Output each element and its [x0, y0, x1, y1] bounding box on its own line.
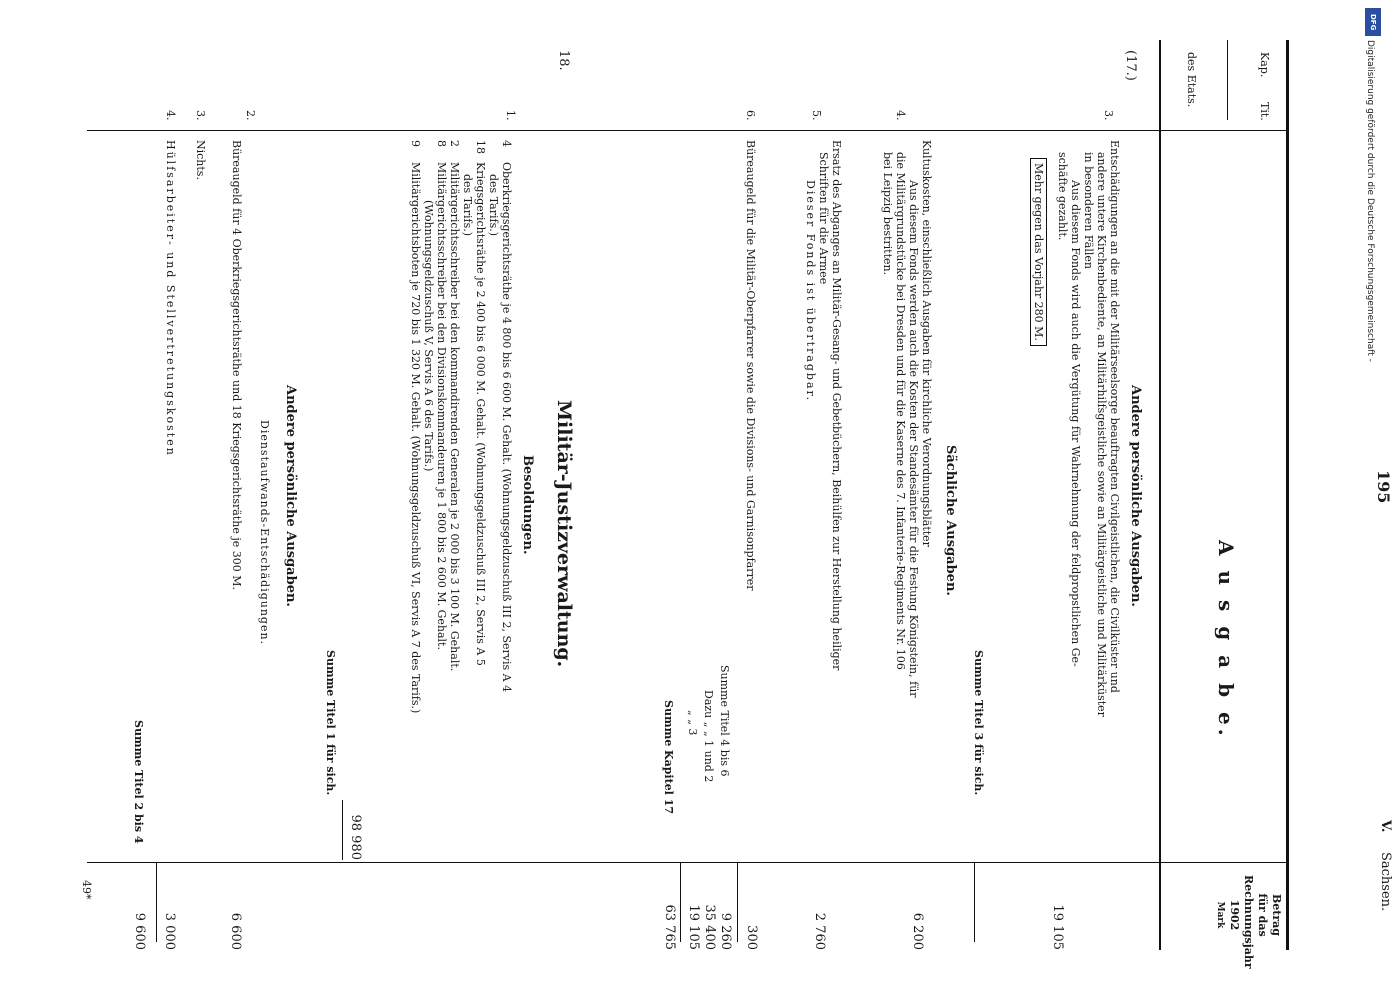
- sum-4-6-value: 9 260: [718, 912, 733, 950]
- t18-sum-value: 9 600: [132, 912, 147, 950]
- t3-line: in besonderen Fällen: [1082, 152, 1095, 269]
- country-label: Sachsen.: [1378, 852, 1393, 912]
- t3-text: [1056, 140, 1121, 717]
- kap-rule: [1227, 40, 1228, 120]
- ausgabe-title: A u s g a b e.: [1214, 540, 1238, 740]
- top-rule: [1286, 40, 1289, 950]
- heading-personal-17: Andere persönliche Ausgaben.: [1128, 385, 1143, 607]
- dazu-3-value: 19 105: [686, 904, 701, 950]
- row-count: 8: [435, 140, 448, 147]
- dfg-logo: DFG: [1365, 8, 1381, 36]
- tit-header: Tit.: [1258, 102, 1271, 121]
- t18-1-amount: 98 980: [348, 814, 363, 860]
- kapitel-17-sum-label: Summe Kapitel 17: [662, 700, 675, 815]
- t5-amount: 2 760: [812, 912, 827, 950]
- row-text: Militärgerichtsboten je 720 bis 1 320 M. Gehalt. (Wohnungsgeldzuschuß VI, Servis A 7 des Tarifs.): [409, 162, 422, 714]
- dazu-1-2-label: Dazu „ „ 1 und 2: [702, 690, 715, 783]
- t5-text: [804, 140, 843, 670]
- row-count: 2: [448, 140, 461, 147]
- besoldung-row: [474, 140, 487, 713]
- dazu-1-2-value: 35 400: [702, 904, 717, 950]
- amount-header-line: für das: [1256, 893, 1269, 937]
- amount-header-line: 1902: [1228, 899, 1241, 931]
- tit-column-rule: [87, 130, 1287, 131]
- t3-line: andere untere Kirchenbediente, an Militärhilfsgeistliche sowie an Militärgeistliche und Militärküster: [1095, 152, 1108, 717]
- kap-17: (17.): [1123, 50, 1138, 81]
- kapitel-17-rule: [680, 862, 681, 942]
- kap-header: Kap.: [1258, 52, 1271, 78]
- chapter-18-title: Militär-Justizverwaltung.: [553, 400, 575, 668]
- t18-3-text: Nichts.: [194, 140, 207, 180]
- row-count: 9: [409, 140, 422, 147]
- row-count: 18: [474, 140, 487, 154]
- t18-4-text: Hülfsarbeiter- und Stellvertretungskosten: [164, 140, 177, 457]
- t3-sum-rule: [974, 862, 975, 942]
- sum-4-6-label: Summe Titel 4 bis 6: [718, 665, 731, 777]
- t4-line: Aus diesem Fonds werden auch die Kosten der Standesämter für die Festung Königstein, für: [907, 180, 920, 698]
- besoldung-row: [409, 140, 422, 713]
- t6-amount: 300: [744, 925, 759, 950]
- besoldung-row: [500, 140, 513, 713]
- tit-5: 5.: [810, 110, 823, 121]
- amount-header-line: Betrag: [1270, 894, 1283, 936]
- tit-4: 4.: [894, 110, 907, 121]
- besoldung-row: [448, 140, 461, 713]
- heading-besoldungen: Besoldungen.: [520, 455, 535, 555]
- t18-2-text: Büreaugeld für 4 Oberkriegsgerichtsräthe und 18 Kriegsgerichtsräthe je 300 M.: [230, 140, 243, 591]
- tit-6: 6.: [744, 110, 757, 121]
- digitization-text: Digitalisierung gefördert durch die Deutsche Forschungsgemeinschaft -: [1365, 40, 1375, 362]
- t6-text: Büreaugeld für die Militär-Oberpfarrer sowie die Divisions- und Garnisonpfarrer: [744, 140, 757, 591]
- tit-18-2: 2.: [244, 110, 257, 121]
- t18-1-rows: [409, 140, 513, 713]
- t4-line: Kultuskosten, einschließlich Ausgaben für kirchliche Verordnungsblätter: [920, 140, 933, 547]
- t3-line: Entschädigungen an die mit der Militärseelsorge beauftragten Civilgeistlichen, die Civilküster und: [1108, 140, 1121, 693]
- t4-amount: 6 200: [910, 912, 925, 950]
- tit-18-3: 3.: [194, 110, 207, 121]
- heading-sachlich: Sächliche Ausgaben.: [943, 445, 958, 596]
- mehr-note: Mehr gegen das Vorjahr 280 M.: [1030, 158, 1047, 346]
- t4-line: die Militärgrundstücke bei Dresden und für die Kaserne des 7. Infanterie-Regiments Nr. 106: [894, 152, 907, 670]
- tit-3: 3.: [1102, 110, 1115, 121]
- kapitel-17-sum-value: 63 765: [662, 904, 677, 950]
- kap-18: 18.: [556, 50, 571, 71]
- amount-header: [1213, 875, 1283, 969]
- dazu-3-label: „ „ 3: [686, 710, 699, 736]
- t4-text: [881, 140, 933, 698]
- t5-line: Dieser Fonds ist übertragbar.: [804, 180, 817, 403]
- row-text: des Tarifs.): [461, 174, 474, 237]
- t6-rule: [737, 862, 738, 942]
- t5-line: Ersatz des Abganges an Militär-Gesang- und Gebetbüchern, Beihülfen zur Herstellung heiliger: [830, 140, 843, 671]
- subheading-dienstaufwand: Dienstaufwands-Entschädigungen.: [258, 420, 271, 646]
- t18-4-amount: 3 000: [162, 912, 177, 950]
- t18-1-sum-label: Summe Titel 1 für sich.: [324, 650, 337, 796]
- amount-header-line: Mark: [1215, 901, 1225, 929]
- besoldung-row: [435, 140, 448, 713]
- row-count: 4: [500, 140, 513, 147]
- t3-line: Aus diesem Fonds wird auch die Vergütung für Wahrnehmung der feldpropstlichen Ge-: [1069, 180, 1082, 667]
- t18-4-rule: [156, 862, 157, 942]
- t5-line: Schriften für die Armee: [817, 152, 830, 285]
- row-text: des Tarifs.): [487, 174, 500, 237]
- tit-18-1: 1.: [504, 110, 517, 121]
- t3-amount: 19 105: [1050, 904, 1065, 950]
- row-text: Militärgerichtsschreiber bei den Divisionskommandeuren je 1 800 bis 2 600 M. Gehalt.: [435, 162, 448, 650]
- t18-2-amount: 6 600: [228, 912, 243, 950]
- row-text: (Wohnungsgeldzuschuß V, Servis A 6 des Tarifs.): [422, 200, 435, 472]
- row-text: Oberkriegsgerichtsräthe je 4 800 bis 6 600 M. Gehalt. (Wohnungsgeldzuschuß III 2, Servis A 4: [500, 162, 513, 693]
- t3-sum-label: Summe Titel 3 für sich.: [972, 650, 985, 796]
- row-text: Militärgerichtsschreiber bei den kommandirenden Generalen je 2 000 bis 3 100 M. Gehalt.: [448, 162, 461, 672]
- page-number: 195: [1374, 470, 1393, 504]
- tit-18-4: 4.: [164, 110, 177, 121]
- t18-sum-label: Summe Titel 2 bis 4: [132, 720, 145, 844]
- t4-line: bei Leipzig bestritten.: [881, 152, 894, 276]
- t18-1-rule: [342, 800, 343, 860]
- row-text: Kriegsgerichtsräthe je 2 400 bis 6 000 M. Gehalt. (Wohnungsgeldzuschuß III 2, Servis A 5: [474, 162, 487, 666]
- heading-personal-18: Andere persönliche Ausgaben.: [283, 385, 298, 607]
- des-etats-header: des Etats.: [1185, 52, 1198, 108]
- header-rule: [1159, 40, 1161, 950]
- section-label: V.: [1378, 820, 1393, 833]
- amount-header-line: Rechnungsjahr: [1242, 875, 1255, 969]
- footnote-mark: 49*: [80, 880, 93, 900]
- t3-line: schäfte gezahlt.: [1056, 152, 1069, 241]
- amount-column-rule: [87, 862, 1287, 863]
